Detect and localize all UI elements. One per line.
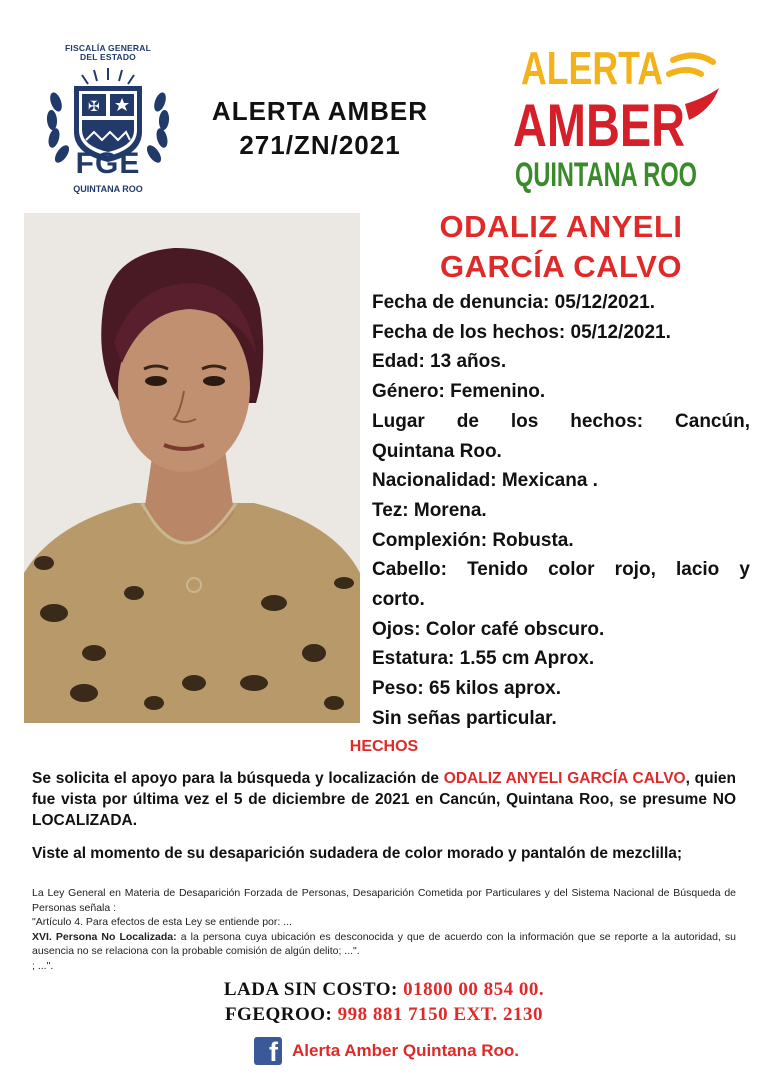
fge-logo-top-text-2: DEL ESTADO <box>80 52 136 62</box>
amber-logo-line1: ALERTA <box>521 42 663 94</box>
fge-logo-top-text-1: FISCALÍA GENERAL <box>65 43 151 53</box>
detail-lugar-line2: Quintana Roo. <box>372 440 502 462</box>
detail-genero: Género: Femenino. <box>372 381 546 403</box>
svg-text:✠: ✠ <box>88 99 100 115</box>
lada-label: LADA SIN COSTO: <box>223 979 404 1000</box>
lada-line <box>0 977 768 1002</box>
detail-senas: Sin señas particular. <box>372 707 557 729</box>
facebook-link[interactable] <box>254 1036 519 1066</box>
contact-info <box>0 977 768 1027</box>
hechos-title: HECHOS <box>349 738 419 755</box>
detail-cabello-line1: Cabello: Tenido color rojo, lacio y <box>372 559 750 581</box>
alert-code: 271/ZN/2021 <box>239 130 401 160</box>
legal-text <box>32 886 736 974</box>
hechos-text-after: , quien fue vista por última vez el 5 de diciembre de 2021 en Cancún, Quintana Roo, se presume NO LOCALIZADA. <box>32 770 737 829</box>
person-name-line2: GARCÍA CALVO <box>440 249 682 284</box>
facebook-icon: f <box>254 1037 282 1065</box>
fge-logo <box>38 44 178 194</box>
detail-lugar-line1: Lugar de los hechos: Cancún, <box>372 410 750 432</box>
lada-number: 01800 00 854 00. <box>403 979 545 1000</box>
detail-ojos: Ojos: Color café obscuro. <box>372 618 605 640</box>
fgeqroo-number: 998 881 7150 EXT. 2130 <box>337 1004 544 1025</box>
facebook-label: Alerta Amber Quintana Roo. <box>292 1041 520 1060</box>
person-details <box>372 288 750 734</box>
legal-line3 <box>32 930 736 959</box>
fgeqroo-line <box>0 1002 768 1027</box>
alerta-amber-logo <box>505 40 725 194</box>
hechos-paragraph <box>32 768 736 831</box>
fge-logo-bottom-text: QUINTANA ROO <box>73 184 143 194</box>
signal-wave-icon <box>673 55 713 62</box>
fge-acronym: FGE <box>75 147 141 180</box>
detail-peso: Peso: 65 kilos aprox. <box>372 678 562 700</box>
legal-line1: La Ley General en Materia de Desaparición Forzada de Personas, Desaparición Cometida por Particulares y del Sistema Nacional de Búsqueda de Personas señala : <box>32 887 736 914</box>
detail-complexion: Complexión: Robusta. <box>372 529 574 551</box>
detail-estatura: Estatura: 1.55 cm Aprox. <box>372 648 595 670</box>
person-name-line1: ODALIZ ANYELI <box>439 209 683 244</box>
amber-logo-line3: QUINTANA ROO <box>515 156 697 194</box>
signal-wave-icon <box>669 70 701 74</box>
alert-header <box>200 94 440 162</box>
legal-line3-rest: a la persona cuya ubicación es desconocida y que de acuerdo con la información que se reporte a la autoridad, su ausencia no se relaciona con la probable comisión de algún delito; ...". <box>32 930 736 958</box>
detail-fecha-denuncia: Fecha de denuncia: 05/12/2021. <box>372 292 656 313</box>
person-photo <box>24 213 360 723</box>
alert-title: ALERTA AMBER <box>211 96 429 126</box>
detail-cabello-line2: corto. <box>372 589 425 610</box>
hechos-text-before: Se solicita el apoyo para la búsqueda y localización de <box>32 770 444 787</box>
hechos-person-name: ODALIZ ANYELI GARCÍA CALVO <box>443 770 686 787</box>
amber-logo-line2: AMBER <box>513 92 685 159</box>
clothing-description: Viste al momento de su desaparición sudadera de color morado y pantalón de mezclilla; <box>32 845 683 862</box>
detail-fecha-hechos: Fecha de los hechos: 05/12/2021. <box>372 321 671 343</box>
legal-line3-bold: XVI. Persona No Localizada: <box>32 930 177 943</box>
detail-edad: Edad: 13 años. <box>372 351 507 373</box>
amber-swoosh-icon <box>685 88 719 120</box>
person-name <box>370 207 752 287</box>
detail-tez: Tez: Morena. <box>372 499 487 521</box>
legal-line2: "Artículo 4. Para efectos de esta Ley se entiende por: ... <box>32 916 292 929</box>
legal-line4: ; ...". <box>32 959 54 972</box>
fgeqroo-label: FGEQROO: <box>224 1004 338 1025</box>
detail-nacionalidad: Nacionalidad: Mexicana . <box>372 470 598 492</box>
